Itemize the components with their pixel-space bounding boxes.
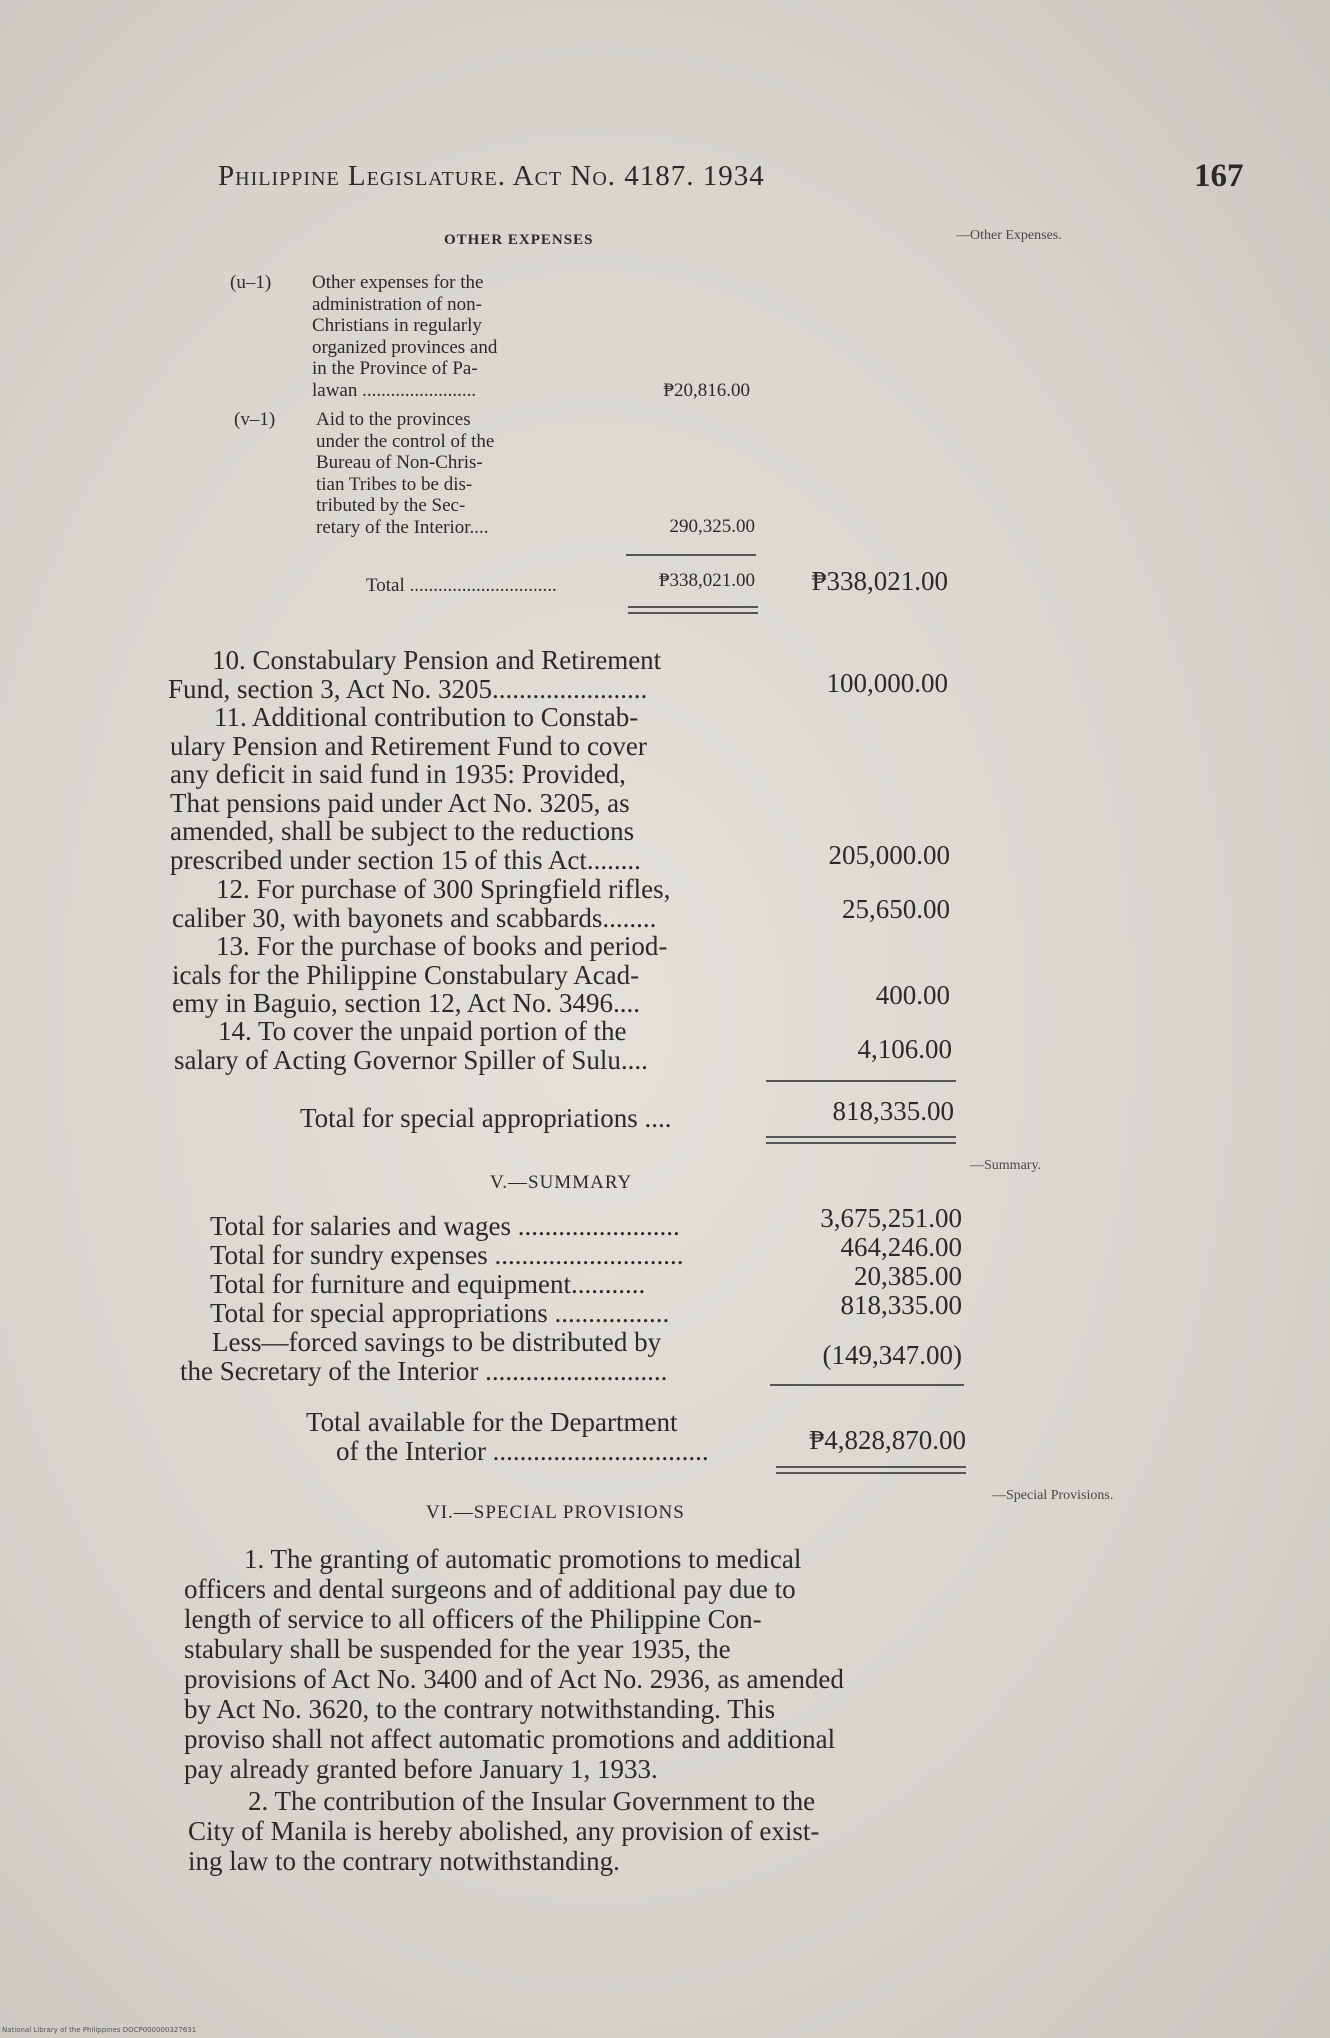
item-line: emy in Baguio, section 12, Act No. 3496.... [172, 988, 640, 1018]
subtotal-rule [626, 554, 756, 556]
item-line: amended, shall be subject to the reductions [170, 816, 635, 846]
page-number: 167 [1194, 158, 1244, 194]
special-item-12 [172, 875, 670, 932]
provision-line: 2. The contribution of the Insular Government to the [248, 1786, 816, 1816]
item-line: Bureau of Non-Chris- [316, 452, 483, 473]
amount-item-14: 4,106.00 [857, 1034, 952, 1064]
margin-note-provisions: —Special Provisions. [992, 1488, 1114, 1503]
available-line: of the Interior ................................ [336, 1435, 709, 1466]
item-line: administration of non- [312, 293, 482, 315]
item-line: 12. For purchase of 300 Springfield rifles, [216, 874, 671, 904]
less-line: the Secretary of the Interior ........................... [180, 1355, 668, 1386]
summary-amounts [764, 1204, 962, 1320]
summary-rule [770, 1384, 964, 1386]
provision-line: proviso shall not affect automatic promotions and additional [184, 1724, 836, 1754]
special-item-13 [172, 932, 667, 1018]
available-line: Total available for the Department [306, 1407, 678, 1437]
amount-item-13: 400.00 [875, 980, 950, 1010]
other-expenses-heading: OTHER EXPENSES [444, 232, 594, 248]
summary-heading: V.—SUMMARY [490, 1172, 633, 1193]
special-item-11 [170, 703, 647, 874]
available-amount: ₱4,828,870.00 [809, 1425, 966, 1455]
item-label: (v–1) [234, 409, 276, 430]
other-expenses-total-label: Total ............................... [366, 575, 557, 596]
item-line: salary of Acting Governor Spiller of Sulu.... [174, 1044, 648, 1075]
item-line: caliber 30, with bayonets and scabbards........ [172, 902, 657, 933]
provision-line: length of service to all officers of the Philippine Con- [184, 1604, 762, 1634]
summary-row-label: Total for special appropriations ................. [210, 1298, 670, 1328]
item-line: 13. For the purchase of books and period- [216, 931, 668, 961]
item-line: Aid to the provinces [316, 409, 471, 430]
provision-line: 1. The granting of automatic promotions to medical [244, 1544, 802, 1574]
less-forced-savings [180, 1328, 667, 1385]
other-expenses-total-sub: ₱338,021.00 [658, 570, 755, 591]
item-line: Christians in regularly [312, 315, 482, 336]
provision-1 [184, 1544, 984, 1784]
item-line: in the Province of Pa- [312, 358, 478, 379]
margin-note-summary: —Summary. [970, 1158, 1042, 1173]
margin-note-other-expenses: —Other Expenses. [956, 228, 1062, 243]
summary-row-label: Total for furniture and equipment........... [210, 1269, 646, 1299]
item-line: retary of the Interior.... [316, 516, 489, 538]
provision-line: by Act No. 3620, to the contrary notwithstanding. This [184, 1694, 776, 1724]
running-title: Philippine Legislature. Act No. 4187. 1934 [218, 160, 765, 192]
less-amount: (149,347.00) [822, 1340, 962, 1370]
special-total-label: Total for special appropriations .... [300, 1103, 672, 1133]
amount-item-12: 25,650.00 [842, 894, 950, 924]
special-item-14 [174, 1017, 648, 1074]
summary-row-amount: 464,246.00 [840, 1232, 962, 1262]
provision-line: stabulary shall be suspended for the year 1935, the [184, 1634, 731, 1664]
summary-rows [210, 1212, 684, 1328]
provision-2 [188, 1786, 988, 1876]
total-available [306, 1408, 709, 1465]
other-expenses-total-main: ₱338,021.00 [811, 566, 948, 596]
item-line: any deficit in said fund in 1935: Provided, [170, 759, 626, 789]
available-double-rule [776, 1466, 966, 1474]
special-item-10 [168, 646, 661, 703]
amount-v1: 290,325.00 [669, 516, 755, 537]
item-line: 14. To cover the unpaid portion of the [218, 1016, 627, 1046]
item-line: tributed by the Sec- [316, 495, 466, 516]
item-line: 11. Additional contribution to Constab- [214, 702, 639, 732]
special-total-amount: 818,335.00 [832, 1096, 954, 1126]
amount-u1: ₱20,816.00 [663, 380, 750, 401]
item-line: tian Tribes to be dis- [316, 473, 473, 495]
provision-line: officers and dental surgeons and of additional pay due to [184, 1574, 796, 1604]
item-line: under the control of the [316, 430, 495, 452]
provision-line: pay already granted before January 1, 1933. [184, 1754, 658, 1784]
item-line: 10. Constabulary Pension and Retirement [212, 645, 662, 675]
special-rule [766, 1080, 956, 1082]
less-line: Less—forced savings to be distributed by [212, 1327, 662, 1357]
item-line: prescribed under section 15 of this Act........ [170, 844, 641, 875]
item-line: organized provinces and [312, 336, 498, 358]
provision-line: City of Manila is hereby abolished, any provision of exist- [188, 1816, 820, 1846]
item-line: ulary Pension and Retirement Fund to cover [170, 730, 647, 761]
amount-item-11: 205,000.00 [828, 840, 950, 870]
item-line: Fund, section 3, Act No. 3205....................... [168, 673, 648, 704]
provision-line: provisions of Act No. 3400 and of Act No. 2936, as amended [184, 1664, 844, 1694]
provision-line: ing law to the contrary notwithstanding. [188, 1846, 620, 1876]
library-stamp: National Library of the Philippines DOCP000000327631 [2, 2026, 197, 2034]
item-line: icals for the Philippine Constabulary Acad- [172, 959, 640, 990]
amount-item-10: 100,000.00 [826, 668, 948, 698]
special-total-double-rule [766, 1136, 956, 1144]
item-line: That pensions paid under Act No. 3205, as [170, 787, 630, 818]
total-double-rule [628, 606, 758, 614]
summary-row-amount: 818,335.00 [840, 1290, 962, 1320]
provisions-heading: VI.—SPECIAL PROVISIONS [426, 1502, 685, 1523]
summary-row-amount: 20,385.00 [854, 1261, 962, 1291]
item-label: (u–1) [230, 272, 272, 293]
summary-row-label: Total for salaries and wages ........................ [210, 1211, 680, 1241]
item-line: Other expenses for the [312, 272, 484, 293]
item-line: lawan ........................ [312, 379, 477, 401]
summary-row-amount: 3,675,251.00 [820, 1203, 962, 1233]
summary-row-label: Total for sundry expenses ............................ [210, 1240, 684, 1270]
